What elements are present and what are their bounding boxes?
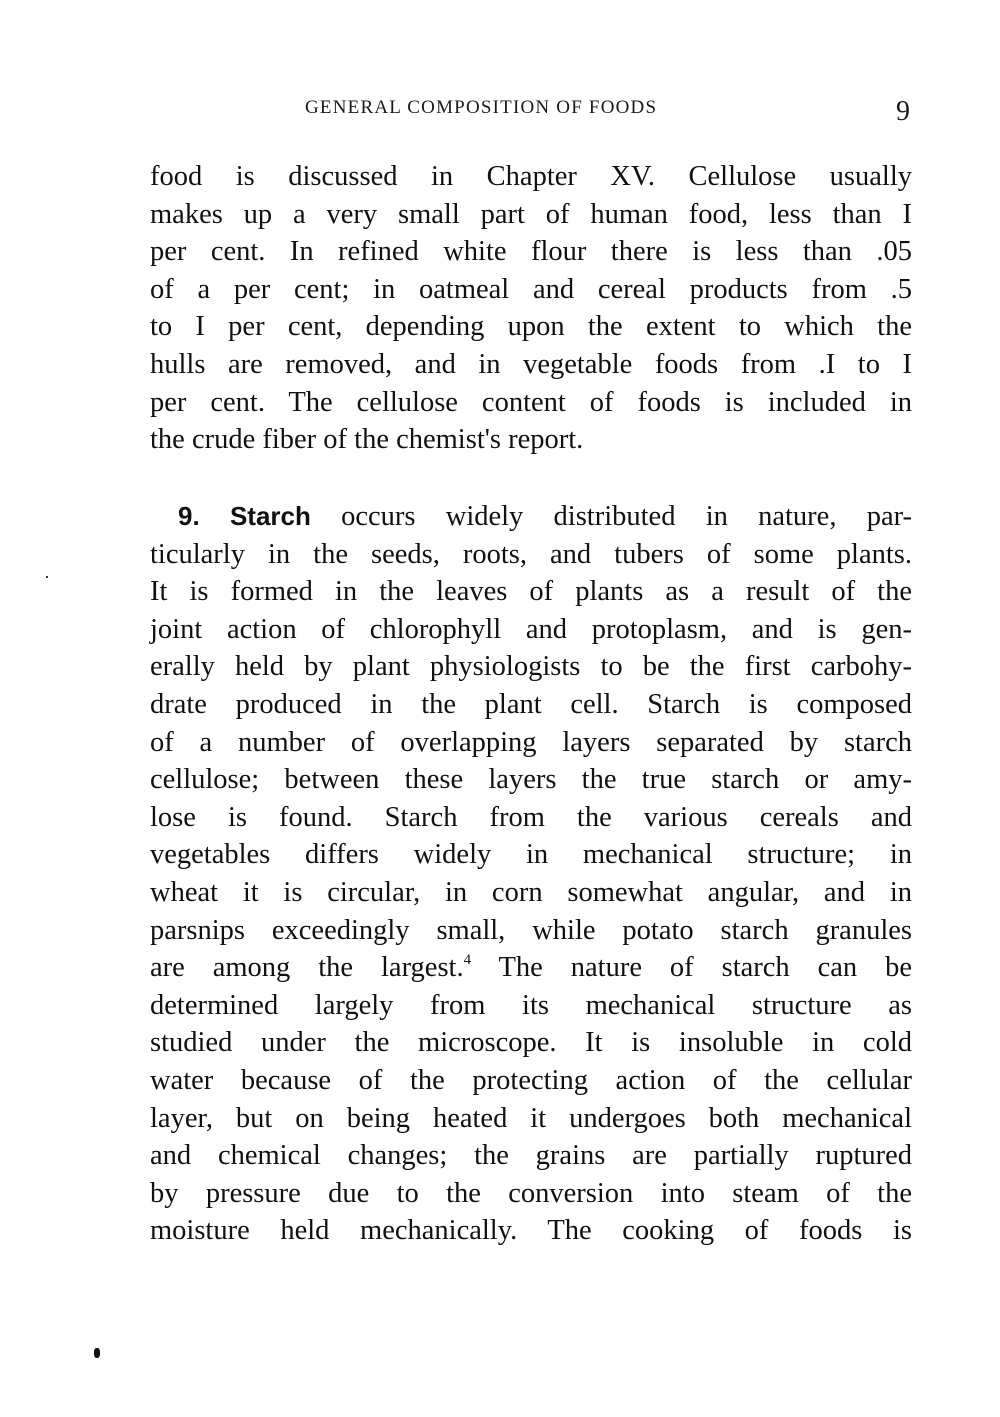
text-line: moisture held mechanically. The cooking of foods is	[150, 1215, 912, 1247]
text-line: studied under the microscope. It is insoluble in cold	[150, 1027, 912, 1059]
text-line: of a per cent; in oatmeal and cereal products from .5	[150, 273, 912, 305]
text-line: vegetables differs widely in mechanical structure; in	[150, 839, 912, 871]
text-fragment: are among the largest.	[150, 952, 464, 984]
paragraph-cellulose	[150, 158, 912, 459]
text-line: parsnips exceedingly small, while potato starch granules	[150, 914, 912, 946]
text-line: to I per cent, depending upon the extent to which the	[150, 311, 912, 343]
section-heading-line	[150, 498, 912, 536]
text-line: and chemical changes; the grains are partially ruptured	[150, 1140, 912, 1172]
text-fragment: The nature of starch can be	[471, 952, 912, 984]
text-line: per cent. The cellulose content of foods is included in	[150, 386, 912, 418]
text-fragment: occurs widely distributed in nature, par-	[341, 501, 913, 532]
text-line: per cent. In refined white flour there is less than .05	[150, 236, 912, 268]
text-line: joint action of chlorophyll and protoplasm, and is gen-	[150, 613, 912, 645]
text-line: makes up a very small part of human food, less than I	[150, 198, 912, 230]
section-term: Starch	[229, 501, 311, 531]
text-line: of a number of overlapping layers separated by starch	[150, 726, 912, 758]
footnote-reference[interactable]: 4	[463, 952, 472, 969]
text-line: cellulose; between these layers the true starch or amy-	[150, 764, 912, 796]
text-line: food is discussed in Chapter XV. Cellulose usually	[150, 161, 912, 192]
text-line: the crude fiber of the chemist's report.	[150, 424, 584, 456]
page-number: 9	[896, 96, 910, 127]
section-number: 9.	[178, 501, 200, 531]
text-line: by pressure due to the conversion into steam of the	[150, 1177, 912, 1209]
scan-speck-icon	[46, 576, 48, 578]
text-line: erally held by plant physiologists to be the first carbohy-	[150, 651, 912, 683]
text-line: hulls are removed, and in vegetable foods from .I to I	[150, 348, 912, 380]
footnote-line	[150, 949, 912, 987]
running-head: GENERAL COMPOSITION OF FOODS	[305, 97, 658, 118]
text-line: ticularly in the seeds, roots, and tubers of some plants.	[150, 538, 912, 570]
text-line: lose is found. Starch from the various cereals and	[150, 801, 912, 833]
text-line: determined largely from its mechanical structure as	[150, 989, 912, 1021]
scan-speck-icon	[94, 1348, 100, 1358]
paragraph-starch	[150, 498, 912, 1250]
text-line: It is formed in the leaves of plants as a result of the	[150, 576, 912, 608]
text-line: layer, but on being heated it undergoes both mechanical	[150, 1102, 912, 1134]
text-line: wheat it is circular, in corn somewhat angular, and in	[150, 876, 912, 908]
text-line: water because of the protecting action of the cellular	[150, 1064, 912, 1096]
text-line: drate produced in the plant cell. Starch is composed	[150, 688, 912, 720]
